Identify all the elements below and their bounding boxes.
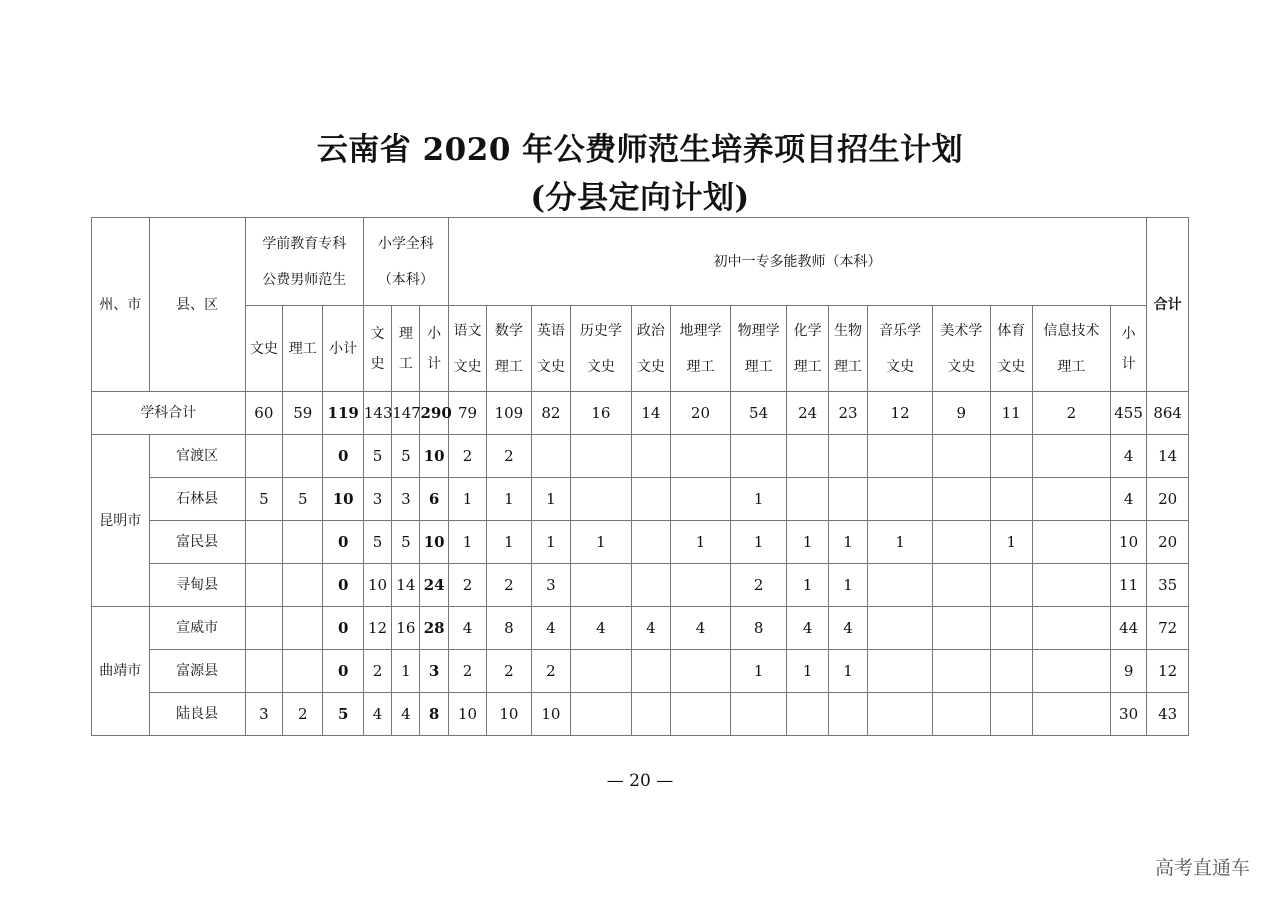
header-subject-name: 体育 <box>997 322 1026 339</box>
data-cell <box>245 435 282 478</box>
data-cell: 5 <box>392 435 420 478</box>
data-cell: 10 <box>448 693 486 736</box>
data-cell <box>1033 564 1111 607</box>
data-cell <box>631 478 670 521</box>
header-subject <box>487 306 531 392</box>
header-subject <box>1033 306 1111 392</box>
header-subject-type: 文史 <box>536 358 565 375</box>
summary-cell: 290 <box>420 392 448 435</box>
data-cell: 1 <box>448 521 486 564</box>
header-prefecture: 州、市 <box>92 218 150 392</box>
data-cell: 5 <box>323 693 363 736</box>
data-cell <box>868 693 933 736</box>
data-cell <box>571 693 632 736</box>
data-cell: 10 <box>420 435 448 478</box>
data-cell: 1 <box>671 521 731 564</box>
data-cell <box>1033 650 1111 693</box>
summary-cell: 16 <box>571 392 632 435</box>
data-cell: 12 <box>1147 650 1189 693</box>
data-cell: 35 <box>1147 564 1189 607</box>
data-cell: 1 <box>531 521 570 564</box>
header-primary-sub-char: 小 <box>427 325 442 342</box>
data-cell: 0 <box>323 435 363 478</box>
data-cell: 5 <box>245 478 282 521</box>
county-cell: 寻甸县 <box>149 564 245 607</box>
table-row <box>92 564 1189 607</box>
data-cell: 30 <box>1110 693 1147 736</box>
data-cell: 3 <box>363 478 391 521</box>
data-cell: 2 <box>487 564 531 607</box>
data-cell: 10 <box>363 564 391 607</box>
data-cell: 2 <box>487 435 531 478</box>
data-cell <box>932 650 990 693</box>
header-primary-sub-char: 理 <box>398 325 413 342</box>
data-cell: 4 <box>571 607 632 650</box>
header-subject <box>448 306 486 392</box>
header-subject-name: 政治 <box>636 322 665 339</box>
summary-cell: 12 <box>868 392 933 435</box>
data-cell <box>671 650 731 693</box>
data-cell <box>990 650 1032 693</box>
data-cell: 2 <box>363 650 391 693</box>
prefecture-cell: 曲靖市 <box>92 607 150 736</box>
data-cell: 10 <box>323 478 363 521</box>
header-primary-line2: （本科） <box>377 271 434 288</box>
data-cell <box>571 478 632 521</box>
summary-cell: 864 <box>1147 392 1189 435</box>
county-cell: 石林县 <box>149 478 245 521</box>
header-subject <box>631 306 670 392</box>
header-subject <box>828 306 867 392</box>
data-cell <box>631 435 670 478</box>
data-cell: 4 <box>392 693 420 736</box>
header-subject <box>787 306 828 392</box>
data-cell <box>932 564 990 607</box>
header-subject <box>531 306 570 392</box>
data-cell: 10 <box>531 693 570 736</box>
data-cell: 4 <box>787 607 828 650</box>
county-cell: 富源县 <box>149 650 245 693</box>
data-cell <box>787 478 828 521</box>
header-subject-name: 生物 <box>834 322 863 339</box>
data-cell <box>868 607 933 650</box>
data-cell <box>990 435 1032 478</box>
header-subject-name: 美术学 <box>940 322 983 339</box>
data-cell <box>671 564 731 607</box>
data-cell: 8 <box>487 607 531 650</box>
county-cell: 官渡区 <box>149 435 245 478</box>
table-row <box>92 693 1189 736</box>
data-cell: 4 <box>1110 478 1147 521</box>
data-cell: 1 <box>787 521 828 564</box>
county-cell: 宣威市 <box>149 607 245 650</box>
data-cell: 2 <box>283 693 323 736</box>
summary-cell: 82 <box>531 392 570 435</box>
summary-row <box>92 392 1189 435</box>
data-cell: 4 <box>363 693 391 736</box>
data-cell: 1 <box>828 650 867 693</box>
summary-cell: 455 <box>1110 392 1147 435</box>
data-cell <box>245 521 282 564</box>
data-cell: 1 <box>392 650 420 693</box>
data-cell <box>283 564 323 607</box>
data-cell: 4 <box>828 607 867 650</box>
data-cell: 5 <box>363 521 391 564</box>
header-subject-type: 文史 <box>636 358 665 375</box>
data-cell: 9 <box>1110 650 1147 693</box>
summary-cell: 14 <box>631 392 670 435</box>
data-cell <box>245 650 282 693</box>
header-preschool-sub: 小计 <box>323 306 363 392</box>
data-cell: 1 <box>787 564 828 607</box>
header-primary-sub-char: 史 <box>370 355 385 372</box>
data-cell: 14 <box>392 564 420 607</box>
data-cell <box>990 564 1032 607</box>
data-cell <box>571 435 632 478</box>
summary-cell: 11 <box>990 392 1032 435</box>
data-cell: 1 <box>487 478 531 521</box>
data-cell: 12 <box>363 607 391 650</box>
data-cell <box>1033 435 1111 478</box>
data-cell: 3 <box>245 693 282 736</box>
data-cell <box>283 521 323 564</box>
page-subtitle: (分县定向计划) <box>530 180 750 216</box>
header-subject <box>571 306 632 392</box>
data-cell: 4 <box>1110 435 1147 478</box>
table-row <box>92 650 1189 693</box>
data-cell <box>990 478 1032 521</box>
data-cell <box>631 650 670 693</box>
data-cell: 3 <box>531 564 570 607</box>
data-cell <box>631 521 670 564</box>
header-subject-name: 历史学 <box>579 322 622 339</box>
data-cell <box>932 521 990 564</box>
data-cell <box>990 607 1032 650</box>
page-title: 云南省 2020 年公费师范生培养项目招生计划 <box>316 132 964 168</box>
header-primary <box>363 218 448 306</box>
summary-label: 学科合计 <box>92 392 246 435</box>
header-subject-name: 英语 <box>536 322 565 339</box>
data-cell <box>868 435 933 478</box>
header-junior: 初中一专多能教师（本科） <box>448 218 1147 306</box>
header-subject-name: 数学 <box>494 322 523 339</box>
header-primary-sub <box>420 306 448 392</box>
data-cell: 0 <box>323 650 363 693</box>
data-cell: 5 <box>392 521 420 564</box>
data-cell: 4 <box>531 607 570 650</box>
header-subject-name: 化学 <box>793 322 822 339</box>
summary-cell: 143 <box>363 392 391 435</box>
data-cell: 2 <box>448 650 486 693</box>
data-cell <box>730 435 787 478</box>
prefecture-cell: 昆明市 <box>92 435 150 607</box>
header-subject-type: 文史 <box>586 358 615 375</box>
data-cell <box>631 564 670 607</box>
data-cell: 6 <box>420 478 448 521</box>
header-junior-subtotal-char: 计 <box>1121 355 1136 372</box>
data-cell <box>1033 607 1111 650</box>
data-cell: 44 <box>1110 607 1147 650</box>
data-cell <box>828 478 867 521</box>
data-cell <box>245 607 282 650</box>
data-cell: 4 <box>671 607 731 650</box>
summary-cell: 24 <box>787 392 828 435</box>
summary-cell: 9 <box>932 392 990 435</box>
data-cell: 2 <box>487 650 531 693</box>
header-subject-type: 文史 <box>453 358 482 375</box>
data-cell <box>1033 521 1111 564</box>
data-cell <box>671 478 731 521</box>
data-cell: 0 <box>323 607 363 650</box>
data-cell <box>730 693 787 736</box>
data-cell: 4 <box>448 607 486 650</box>
table-row <box>92 478 1189 521</box>
summary-cell: 54 <box>730 392 787 435</box>
header-preschool-line1: 学前教育专科 <box>262 235 347 252</box>
data-cell: 0 <box>323 521 363 564</box>
header-subject <box>932 306 990 392</box>
data-cell <box>787 435 828 478</box>
header-subject-name: 物理学 <box>737 322 780 339</box>
header-subject <box>868 306 933 392</box>
data-cell: 1 <box>787 650 828 693</box>
data-cell: 1 <box>868 521 933 564</box>
data-cell: 5 <box>363 435 391 478</box>
data-cell <box>868 564 933 607</box>
header-subject-name: 地理学 <box>679 322 722 339</box>
data-cell <box>245 564 282 607</box>
page-number: — 20 — <box>606 771 674 791</box>
enrollment-plan-table <box>91 217 1189 736</box>
data-cell: 20 <box>1147 521 1189 564</box>
table-row <box>92 521 1189 564</box>
data-cell: 2 <box>531 650 570 693</box>
data-cell: 1 <box>730 478 787 521</box>
data-cell <box>932 693 990 736</box>
summary-cell: 23 <box>828 392 867 435</box>
header-primary-sub <box>392 306 420 392</box>
data-cell <box>571 650 632 693</box>
header-subject-type: 文史 <box>947 358 976 375</box>
county-cell: 陆良县 <box>149 693 245 736</box>
header-subject-type: 理工 <box>793 358 822 375</box>
data-cell: 72 <box>1147 607 1189 650</box>
data-cell <box>932 478 990 521</box>
header-primary-sub-char: 文 <box>370 325 385 342</box>
data-cell: 1 <box>730 521 787 564</box>
summary-cell: 119 <box>323 392 363 435</box>
summary-cell: 147 <box>392 392 420 435</box>
summary-cell: 109 <box>487 392 531 435</box>
data-cell: 3 <box>392 478 420 521</box>
data-cell: 8 <box>730 607 787 650</box>
data-cell: 3 <box>420 650 448 693</box>
header-subject <box>730 306 787 392</box>
data-cell <box>571 564 632 607</box>
header-subject-type: 理工 <box>686 358 715 375</box>
data-cell: 10 <box>487 693 531 736</box>
header-primary-sub-char: 计 <box>427 355 442 372</box>
header-preschool-line2: 公费男师范生 <box>262 271 347 288</box>
data-cell: 4 <box>631 607 670 650</box>
county-cell: 富民县 <box>149 521 245 564</box>
header-county: 县、区 <box>149 218 245 392</box>
data-cell <box>1033 478 1111 521</box>
data-cell: 2 <box>448 564 486 607</box>
summary-cell: 20 <box>671 392 731 435</box>
data-cell <box>1033 693 1111 736</box>
data-cell <box>631 693 670 736</box>
header-subject-type: 理工 <box>744 358 773 375</box>
data-cell: 24 <box>420 564 448 607</box>
summary-cell: 60 <box>245 392 282 435</box>
table-row <box>92 435 1189 478</box>
data-cell: 1 <box>730 650 787 693</box>
data-cell <box>932 607 990 650</box>
header-preschool-sub: 文史 <box>245 306 282 392</box>
data-cell <box>671 693 731 736</box>
data-cell: 11 <box>1110 564 1147 607</box>
data-cell: 1 <box>448 478 486 521</box>
data-cell: 16 <box>392 607 420 650</box>
header-junior-subtotal <box>1110 306 1147 392</box>
summary-cell: 79 <box>448 392 486 435</box>
data-cell <box>990 693 1032 736</box>
header-primary-sub-char: 工 <box>398 355 413 372</box>
data-cell <box>671 435 731 478</box>
data-cell: 20 <box>1147 478 1189 521</box>
data-cell: 10 <box>420 521 448 564</box>
data-cell <box>531 435 570 478</box>
header-subject-name: 信息技术 <box>1043 322 1100 339</box>
header-preschool <box>245 218 363 306</box>
data-cell: 28 <box>420 607 448 650</box>
data-cell <box>283 607 323 650</box>
header-subject-type: 理工 <box>834 358 863 375</box>
header-subject <box>671 306 731 392</box>
header-subject-type: 理工 <box>494 358 523 375</box>
data-cell: 1 <box>990 521 1032 564</box>
data-cell <box>868 650 933 693</box>
data-cell <box>868 478 933 521</box>
summary-cell: 59 <box>283 392 323 435</box>
data-cell: 10 <box>1110 521 1147 564</box>
data-cell: 14 <box>1147 435 1189 478</box>
data-cell <box>787 693 828 736</box>
data-cell: 2 <box>730 564 787 607</box>
header-subject-name: 音乐学 <box>879 322 922 339</box>
header-preschool-sub: 理工 <box>283 306 323 392</box>
header-subject-type: 文史 <box>997 358 1026 375</box>
header-total: 合计 <box>1147 218 1189 392</box>
watermark: 高考直通车 <box>1154 857 1250 879</box>
data-cell <box>932 435 990 478</box>
data-cell: 0 <box>323 564 363 607</box>
data-cell <box>283 650 323 693</box>
data-cell <box>283 435 323 478</box>
header-junior-subtotal-char: 小 <box>1121 325 1136 342</box>
data-cell: 43 <box>1147 693 1189 736</box>
header-primary-sub <box>363 306 391 392</box>
data-cell: 5 <box>283 478 323 521</box>
data-cell <box>828 693 867 736</box>
header-subject-type: 理工 <box>1057 358 1086 375</box>
header-subject <box>990 306 1032 392</box>
table-row <box>92 607 1189 650</box>
header-subject-name: 语文 <box>453 322 482 339</box>
data-cell: 1 <box>571 521 632 564</box>
header-subject-type: 文史 <box>886 358 915 375</box>
data-cell: 1 <box>531 478 570 521</box>
data-cell <box>828 435 867 478</box>
data-cell: 1 <box>828 521 867 564</box>
data-cell: 8 <box>420 693 448 736</box>
header-primary-line1: 小学全科 <box>377 235 434 252</box>
data-cell: 1 <box>828 564 867 607</box>
summary-cell: 2 <box>1033 392 1111 435</box>
data-cell: 2 <box>448 435 486 478</box>
data-cell: 1 <box>487 521 531 564</box>
